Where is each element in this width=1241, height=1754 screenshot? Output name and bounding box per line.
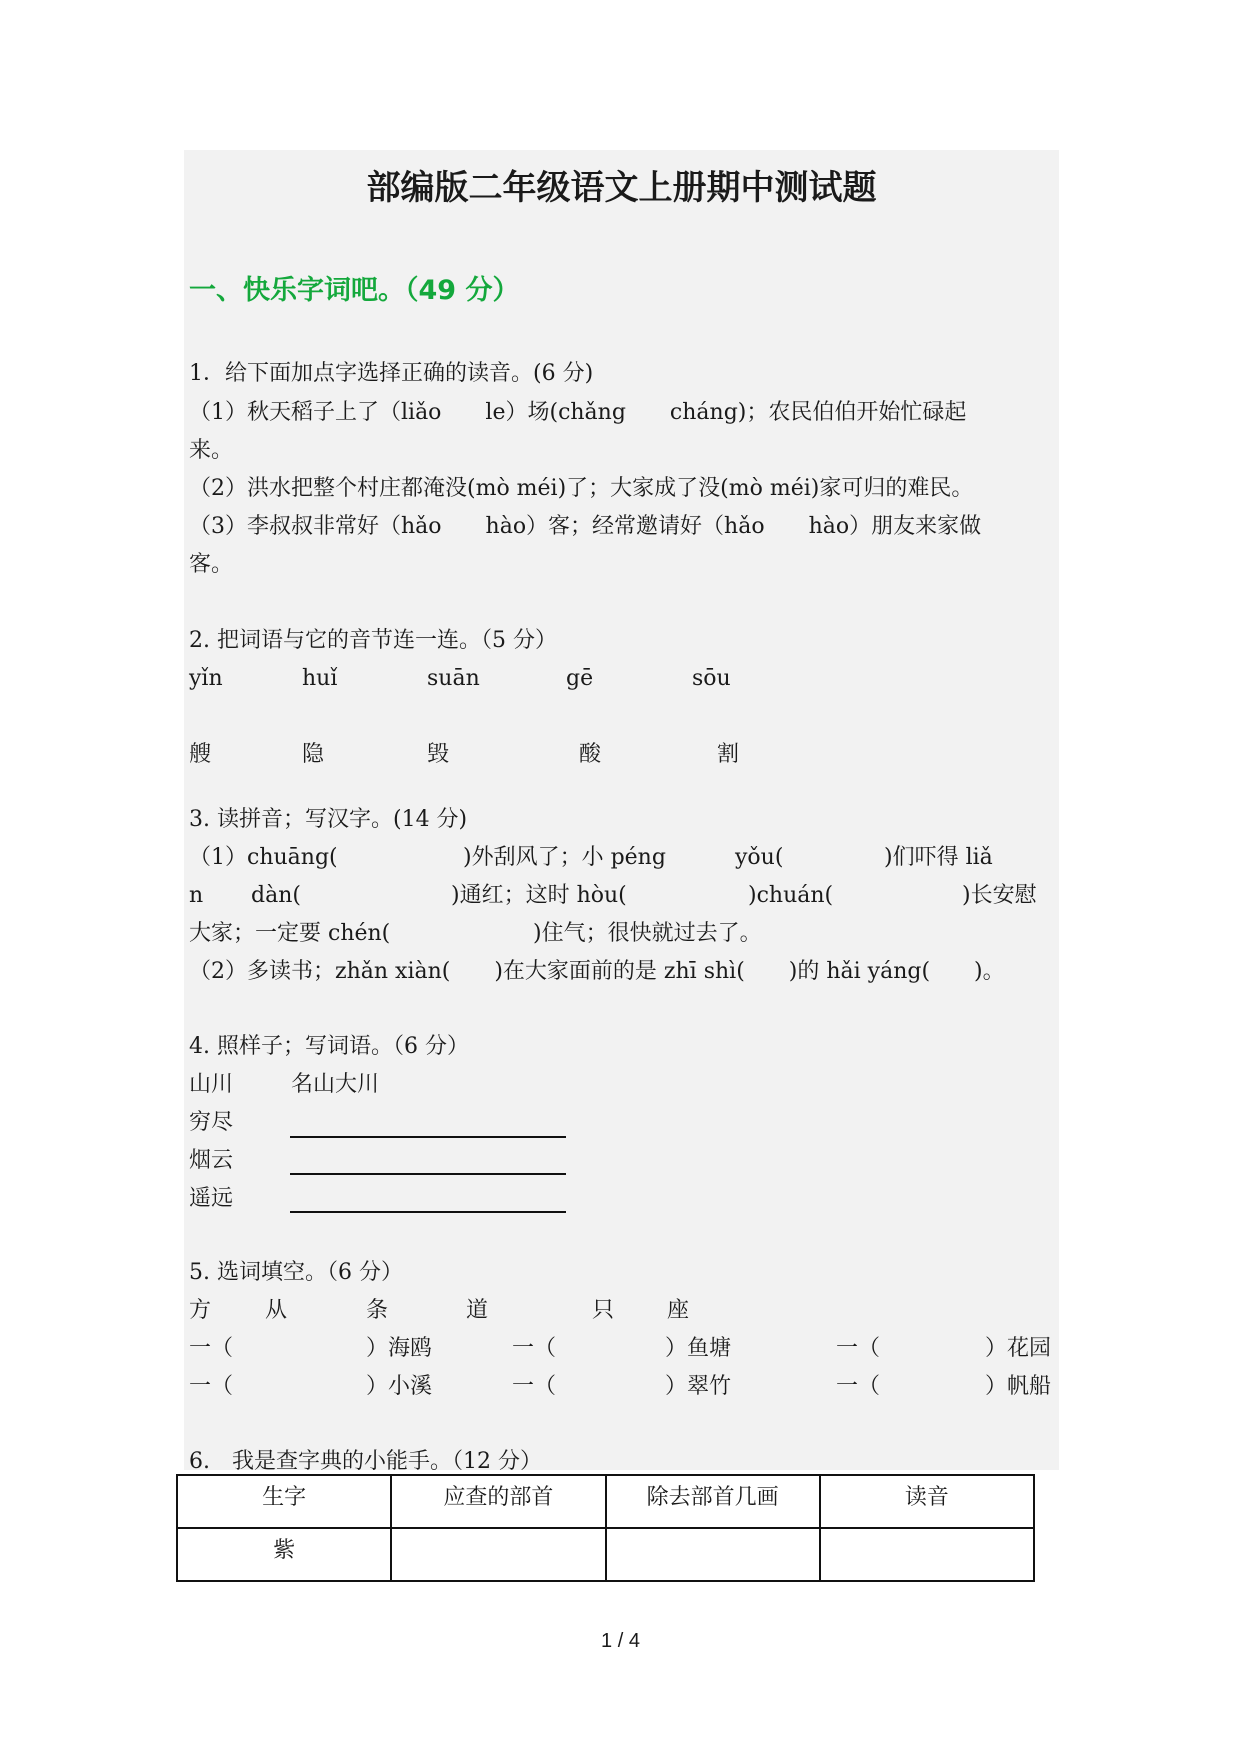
word-option: 从 (265, 1298, 288, 1323)
q3-text: （2）多读书；zhǎn xiàn( )在大家面前的是 zhī shì( )的 hǎi yáng( )。 (189, 959, 1005, 984)
table-row (177, 1528, 1034, 1581)
q3-text: )外刮风了；小 péng (463, 845, 666, 870)
page-title: 部编版二年级语文上册期中测试题 (366, 168, 877, 208)
answer-line[interactable] (290, 1211, 566, 1213)
pinyin-item: suān (427, 666, 480, 691)
q3-text: n (189, 883, 204, 908)
q3-text: )住气；很快就过去了。 (533, 921, 762, 946)
q3-text: )们吓得 liǎ (884, 845, 993, 870)
page-number: 1 / 4 (601, 1630, 640, 1652)
q5-heading: 5. 选词填空。（6 分） (189, 1260, 403, 1285)
table-cell: 紫 (177, 1528, 391, 1581)
q1-line-4: （3）李叔叔非常好（hǎo hào）客；经常邀请好（hǎo hào）朋友来家做 (189, 514, 982, 539)
char-item: 毁 (427, 742, 450, 767)
pinyin-item: gē (566, 666, 594, 691)
table-cell[interactable] (391, 1528, 605, 1581)
dictionary-table (176, 1474, 1035, 1582)
column-header: 生字 (177, 1475, 391, 1528)
q3-text: yǒu( (735, 845, 784, 870)
word-option: 方 (189, 1298, 212, 1323)
answer-line[interactable] (290, 1173, 566, 1175)
fill-blank: ）花园 (985, 1336, 1052, 1361)
word-option: 道 (466, 1298, 489, 1323)
q3-text: )长安慰 (962, 883, 1037, 908)
q3-text: )通红；这时 hòu( (451, 883, 627, 908)
fill-blank: 一（ (836, 1336, 881, 1361)
answer-line[interactable] (290, 1136, 566, 1138)
fill-blank: 一（ (512, 1374, 557, 1399)
q3-text: dàn( (251, 883, 301, 908)
q4-heading: 4. 照样子；写词语。（6 分） (189, 1034, 469, 1059)
table-cell[interactable] (820, 1528, 1034, 1581)
pinyin-item: yǐn (189, 666, 223, 691)
pinyin-item: huǐ (302, 666, 338, 691)
fill-blank: 一（ (836, 1374, 881, 1399)
fill-blank: ）小溪 (366, 1374, 433, 1399)
word-prompt: 遥远 (189, 1186, 234, 1211)
q1-line-5: 客。 (189, 552, 234, 577)
table-cell[interactable] (606, 1528, 820, 1581)
word-prompt: 穷尽 (189, 1110, 234, 1135)
section-heading: 一、快乐字词吧。（49 分） (189, 275, 520, 306)
fill-blank: 一（ (512, 1336, 557, 1361)
column-header: 应查的部首 (391, 1475, 605, 1528)
column-header: 读音 (820, 1475, 1034, 1528)
table-header-row (177, 1475, 1034, 1528)
char-item: 割 (717, 742, 740, 767)
q1-heading: 1．给下面加点字选择正确的读音。(6 分) (189, 361, 594, 386)
fill-blank: 一（ (189, 1374, 234, 1399)
fill-blank: ）海鸥 (366, 1336, 433, 1361)
fill-blank: ）翠竹 (665, 1374, 732, 1399)
word-prompt: 烟云 (189, 1148, 234, 1173)
char-item: 艘 (189, 742, 212, 767)
char-item: 隐 (302, 742, 325, 767)
q3-text: )chuán( (748, 883, 834, 908)
q3-heading: 3. 读拼音；写汉字。(14 分) (189, 807, 468, 832)
column-header: 除去部首几画 (606, 1475, 820, 1528)
q1-line-1: （1）秋天稻子上了（liǎo le）场(chǎng cháng)；农民伯伯开始忙碌起 (189, 400, 967, 425)
pinyin-item: sōu (692, 666, 731, 691)
q6-heading: 6. 我是查字典的小能手。（12 分） (189, 1449, 542, 1474)
fill-blank: 一（ (189, 1336, 234, 1361)
word-option: 条 (366, 1298, 389, 1323)
fill-blank: ）鱼塘 (665, 1336, 732, 1361)
q3-text: 大家；一定要 chén( (189, 921, 391, 946)
word-option: 只 (592, 1298, 615, 1323)
word-option: 座 (667, 1298, 690, 1323)
q3-text: （1）chuāng( (189, 845, 338, 870)
q2-heading: 2. 把词语与它的音节连一连。（5 分） (189, 628, 557, 653)
example-answer: 名山大川 (291, 1072, 380, 1097)
q1-line-3: （2）洪水把整个村庄都淹没(mò méi)了；大家成了没(mò méi)家可归的难民。 (189, 476, 974, 501)
example-word: 山川 (189, 1072, 234, 1097)
fill-blank: ）帆船 (985, 1374, 1052, 1399)
char-item: 酸 (579, 742, 602, 767)
q1-line-2: 来。 (189, 438, 234, 463)
